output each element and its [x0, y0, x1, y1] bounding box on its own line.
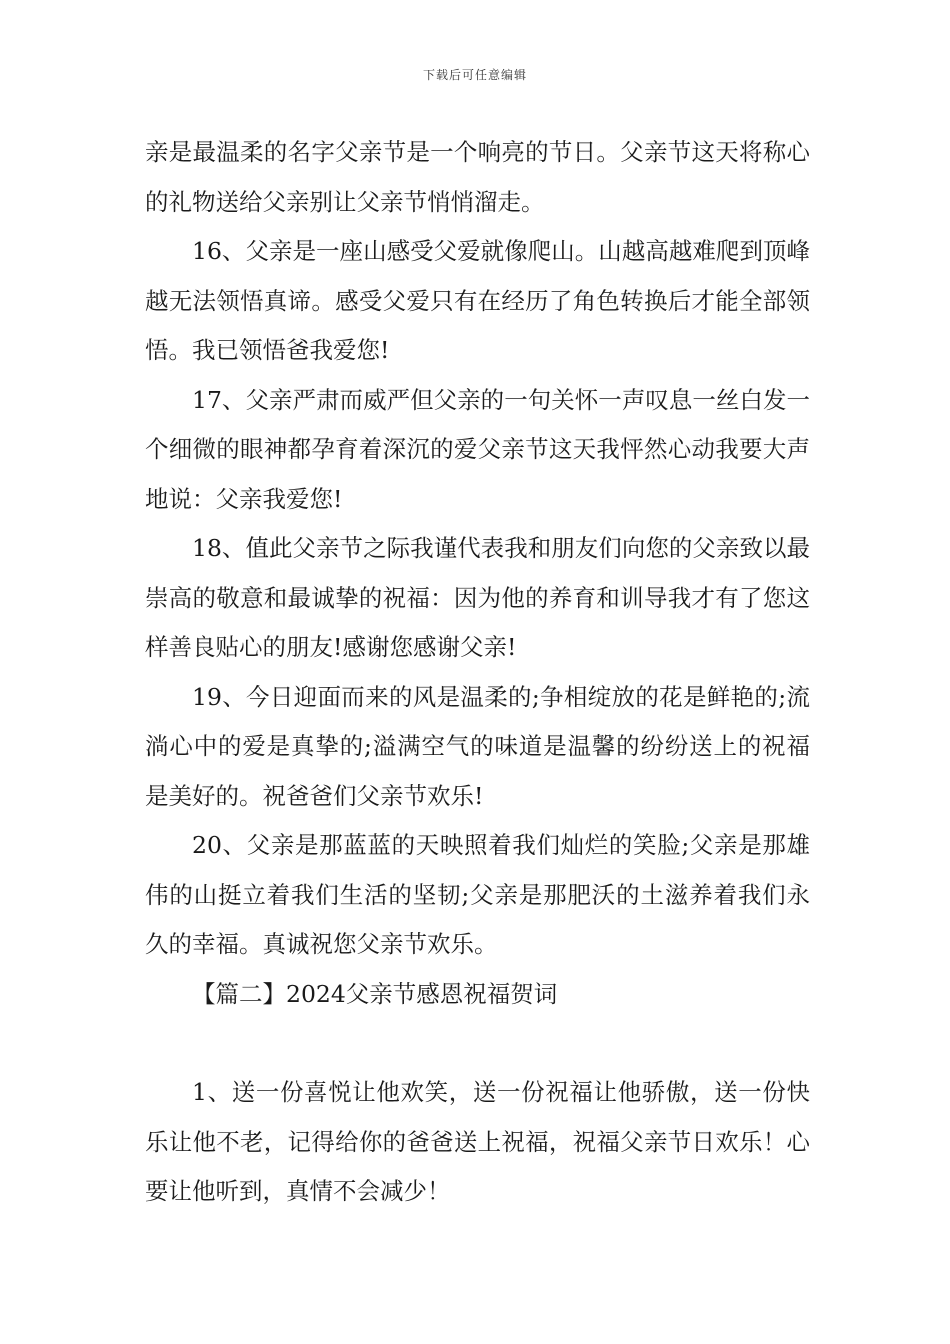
blank-line: [145, 1019, 810, 1068]
paragraph-18: 18、值此父亲节之际我谨代表我和朋友们向您的父亲致以最崇高的敬意和最诚挚的祝福：因为他的养育和训导我才有了您这样善良贴心的朋友!感谢您感谢父亲!: [145, 534, 810, 661]
page-header: 下载后可任意编辑: [422, 68, 527, 82]
paragraph-19: 19、今日迎面而来的风是温柔的;争相绽放的花是鲜艳的;流淌心中的爱是真挚的;溢满空气的味道是温馨的纷纷送上的祝福是美好的。祝爸爸们父亲节欢乐!: [145, 682, 810, 810]
paragraph-section-1: 1、送一份喜悦让他欢笑，送一份祝福让他骄傲，送一份快乐让他不老，记得给你的爸爸送上祝福，祝福父亲节日欢乐！心要让他听到，真情不会减少！: [145, 1078, 810, 1205]
paragraph-16: 16、父亲是一座山感受父爱就像爬山。山越高越难爬到顶峰越无法领悟真谛。感受父爱只有在经历了角色转换后才能全部领悟。我已领悟爸我爱您!: [145, 237, 810, 364]
paragraph-continued: 亲是最温柔的名字父亲节是一个响亮的节日。父亲节这天将称心的礼物送给父亲别让父亲节悄悄溜走。: [145, 138, 810, 216]
paragraph-20: 20、父亲是那蓝蓝的天映照着我们灿烂的笑脸;父亲是那雄伟的山挺立着我们生活的坚韧;父亲是那肥沃的土滋养着我们永久的幸福。真诚祝您父亲节欢乐。: [145, 831, 810, 958]
section-heading: 【篇二】2024父亲节感恩祝福贺词: [192, 979, 558, 1008]
paragraph-17: 17、父亲严肃而威严但父亲的一句关怀一声叹息一丝白发一个细微的眼神都孕育着深沉的爱父亲节这天我怦然心动我要大声地说：父亲我爱您!: [145, 385, 810, 513]
page-content: [145, 128, 810, 1217]
